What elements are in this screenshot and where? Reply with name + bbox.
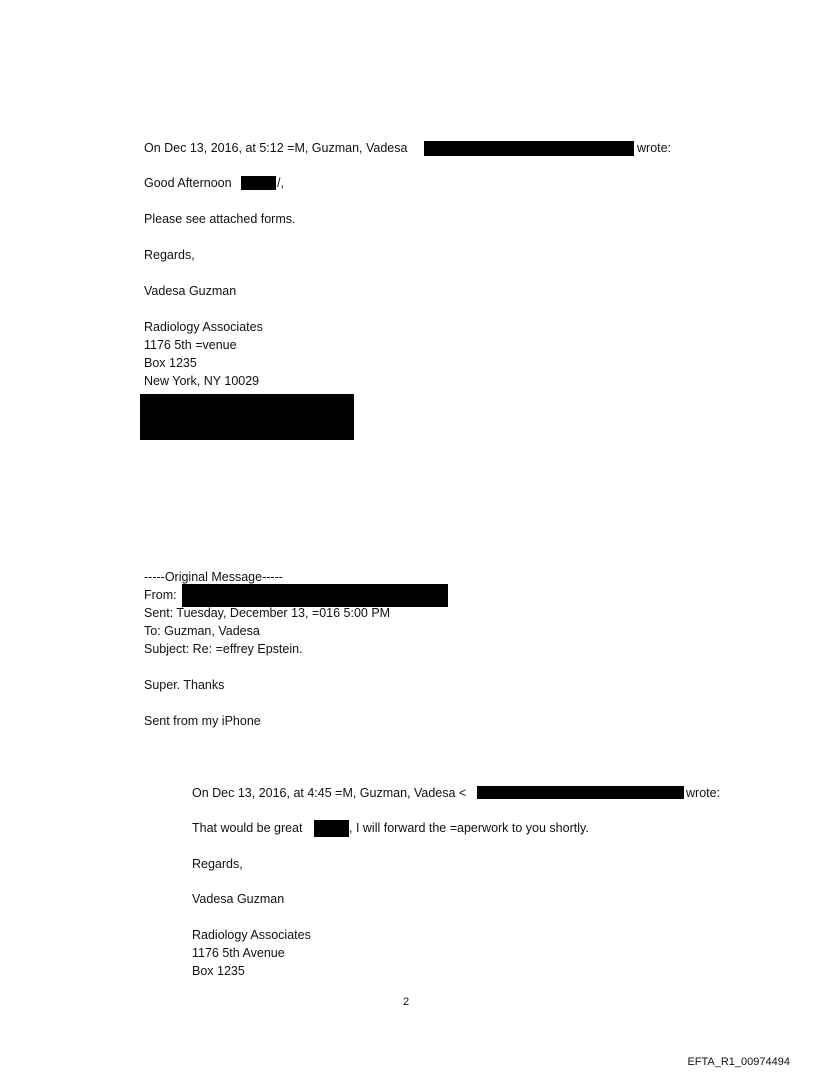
email-header-line: [144, 139, 407, 157]
page-number: 2: [403, 996, 410, 1008]
original-message-separator: -----Original Message-----: [144, 570, 283, 584]
header-prefix: On Dec 13, 2016, at 5:12 =M, Guzman, Vadesa: [144, 141, 408, 155]
quoted-signature-box: Box 1235: [192, 964, 245, 978]
quoted-header-prefix: On Dec 13, 2016, at 4:45 =M, Guzman, Vadesa <: [192, 786, 467, 800]
quoted-body-suffix: , I will forward the =aperwork to you shortly.: [349, 821, 589, 835]
redaction-recipient-name: [241, 176, 276, 190]
signature-box: Box 1235: [144, 356, 197, 370]
redaction-email-address: [424, 141, 634, 156]
redaction-contact-block: [140, 394, 354, 440]
greeting-prefix: Good Afternoon: [144, 176, 232, 190]
redaction-quoted-name: [314, 820, 349, 837]
signature-street: 1176 5th =venue: [144, 338, 237, 352]
quoted-signature-name: Vadesa Guzman: [192, 892, 285, 906]
regards: Regards,: [144, 248, 195, 262]
sent-line: Sent: Tuesday, December 13, =016 5:00 PM: [144, 606, 391, 620]
signature-city: New York, NY 10029: [144, 374, 260, 388]
signature-name: Vadesa Guzman: [144, 284, 237, 298]
reply-signature: Sent from my iPhone: [144, 714, 261, 728]
quoted-header-suffix: wrote:: [686, 786, 721, 800]
bates-number: EFTA_R1_00974494: [687, 1056, 790, 1068]
reply-text: Super. Thanks: [144, 678, 225, 692]
subject-line: Subject: Re: =effrey Epstein.: [144, 642, 303, 656]
quoted-signature-org: Radiology Associates: [192, 928, 311, 942]
quoted-body-prefix: That would be great: [192, 821, 303, 835]
from-label: From:: [144, 588, 177, 602]
redaction-quoted-email: [477, 786, 684, 799]
body-line: Please see attached forms.: [144, 212, 296, 226]
quoted-signature-street: 1176 5th Avenue: [192, 946, 285, 960]
header-suffix: wrote:: [637, 141, 672, 155]
signature-org: Radiology Associates: [144, 320, 263, 334]
to-line: To: Guzman, Vadesa: [144, 624, 260, 638]
greeting-suffix: /,: [277, 176, 284, 190]
quoted-regards: Regards,: [192, 857, 243, 871]
